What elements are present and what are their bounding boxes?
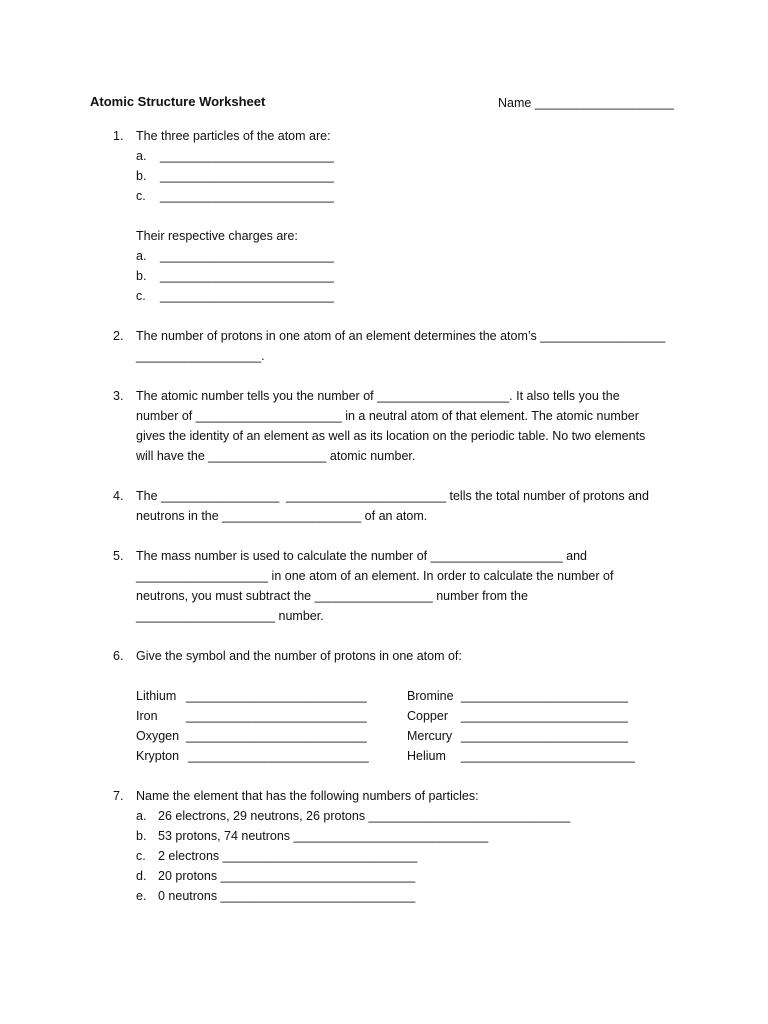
q3-line: number of _____________________ in a neutral atom of that element. The atomic number <box>136 409 639 423</box>
q6-element-mercury: Mercury <box>407 729 453 743</box>
name-field[interactable]: Name ____________________ <box>498 96 674 110</box>
q6-element-helium: Helium <box>407 749 446 763</box>
q1-item-a-blank[interactable]: _________________________ <box>160 149 334 163</box>
q1-charges-text: Their respective charges are: <box>136 229 298 243</box>
q4-number: 4. <box>113 489 124 503</box>
q6-blank-krypton[interactable]: __________________________ <box>188 749 369 763</box>
q1-charge-c-label: c. <box>136 289 146 303</box>
q6-element-iron: Iron <box>136 709 158 723</box>
q1-item-a-label: a. <box>136 149 147 163</box>
q2-number: 2. <box>113 329 124 343</box>
q3-line: gives the identity of an element as well as its location on the periodic table. No two elements <box>136 429 646 443</box>
q5-number: 5. <box>113 549 124 563</box>
q1-text: The three particles of the atom are: <box>136 129 331 143</box>
q7-text: Name the element that has the following numbers of particles: <box>136 789 479 803</box>
q6-blank-mercury[interactable]: ________________________ <box>461 729 628 743</box>
q6-blank-copper[interactable]: ________________________ <box>461 709 628 723</box>
q7-number: 7. <box>113 789 124 803</box>
q4-line: The _________________ _______________________ tells the total number of protons and <box>136 489 649 503</box>
q7-item-b[interactable]: 53 protons, 74 neutrons ____________________________ <box>158 829 489 843</box>
q4-line: neutrons in the ____________________ of an atom. <box>136 509 428 523</box>
q5-line: The mass number is used to calculate the number of ___________________ and <box>136 549 588 563</box>
q6-blank-bromine[interactable]: ________________________ <box>461 689 628 703</box>
q6-element-copper: Copper <box>407 709 448 723</box>
q7-item-b-label: b. <box>136 829 147 843</box>
q7-item-a[interactable]: 26 electrons, 29 neutrons, 26 protons _____________________________ <box>158 809 571 823</box>
q6-element-oxygen: Oxygen <box>136 729 180 743</box>
q5-line: ___________________ in one atom of an element. In order to calculate the number of <box>136 569 614 583</box>
q1-item-c-label: c. <box>136 189 146 203</box>
q1-item-c-blank[interactable]: _________________________ <box>160 189 334 203</box>
q1-charge-b-label: b. <box>136 269 147 283</box>
q7-item-c-label: c. <box>136 849 146 863</box>
q2-line: The number of protons in one atom of an element determines the atom’s __________________ <box>136 329 666 343</box>
q7-item-c[interactable]: 2 electrons ____________________________ <box>158 849 418 863</box>
q5-line: ____________________ number. <box>136 609 324 623</box>
q3-line: will have the _________________ atomic number. <box>136 449 416 463</box>
q1-item-b-label: b. <box>136 169 147 183</box>
q7-item-e-label: e. <box>136 889 147 903</box>
q7-item-a-label: a. <box>136 809 147 823</box>
q5-line: neutrons, you must subtract the _________________ number from the <box>136 589 528 603</box>
q6-blank-lithium[interactable]: __________________________ <box>186 689 367 703</box>
q6-text: Give the symbol and the number of protons in one atom of: <box>136 649 462 663</box>
worksheet-title: Atomic Structure Worksheet <box>90 94 266 109</box>
q6-element-krypton: Krypton <box>136 749 180 763</box>
q3-number: 3. <box>113 389 124 403</box>
q7-item-e[interactable]: 0 neutrons ____________________________ <box>158 889 416 903</box>
q1-number: 1. <box>113 129 124 143</box>
q1-charge-b-blank[interactable]: _________________________ <box>160 269 334 283</box>
q3-line: The atomic number tells you the number of ___________________. It also tells you the <box>136 389 620 403</box>
q6-element-lithium: Lithium <box>136 689 177 703</box>
q1-charge-a-blank[interactable]: _________________________ <box>160 249 334 263</box>
q7-item-d-label: d. <box>136 869 147 883</box>
q6-element-bromine: Bromine <box>407 689 454 703</box>
q6-blank-oxygen[interactable]: __________________________ <box>186 729 367 743</box>
q2-line: __________________. <box>136 349 265 363</box>
q6-number: 6. <box>113 649 124 663</box>
q6-blank-helium[interactable]: _________________________ <box>461 749 635 763</box>
q1-charge-a-label: a. <box>136 249 147 263</box>
q7-item-d[interactable]: 20 protons ____________________________ <box>158 869 416 883</box>
q1-item-b-blank[interactable]: _________________________ <box>160 169 334 183</box>
q1-charge-c-blank[interactable]: _________________________ <box>160 289 334 303</box>
q6-blank-iron[interactable]: __________________________ <box>186 709 367 723</box>
